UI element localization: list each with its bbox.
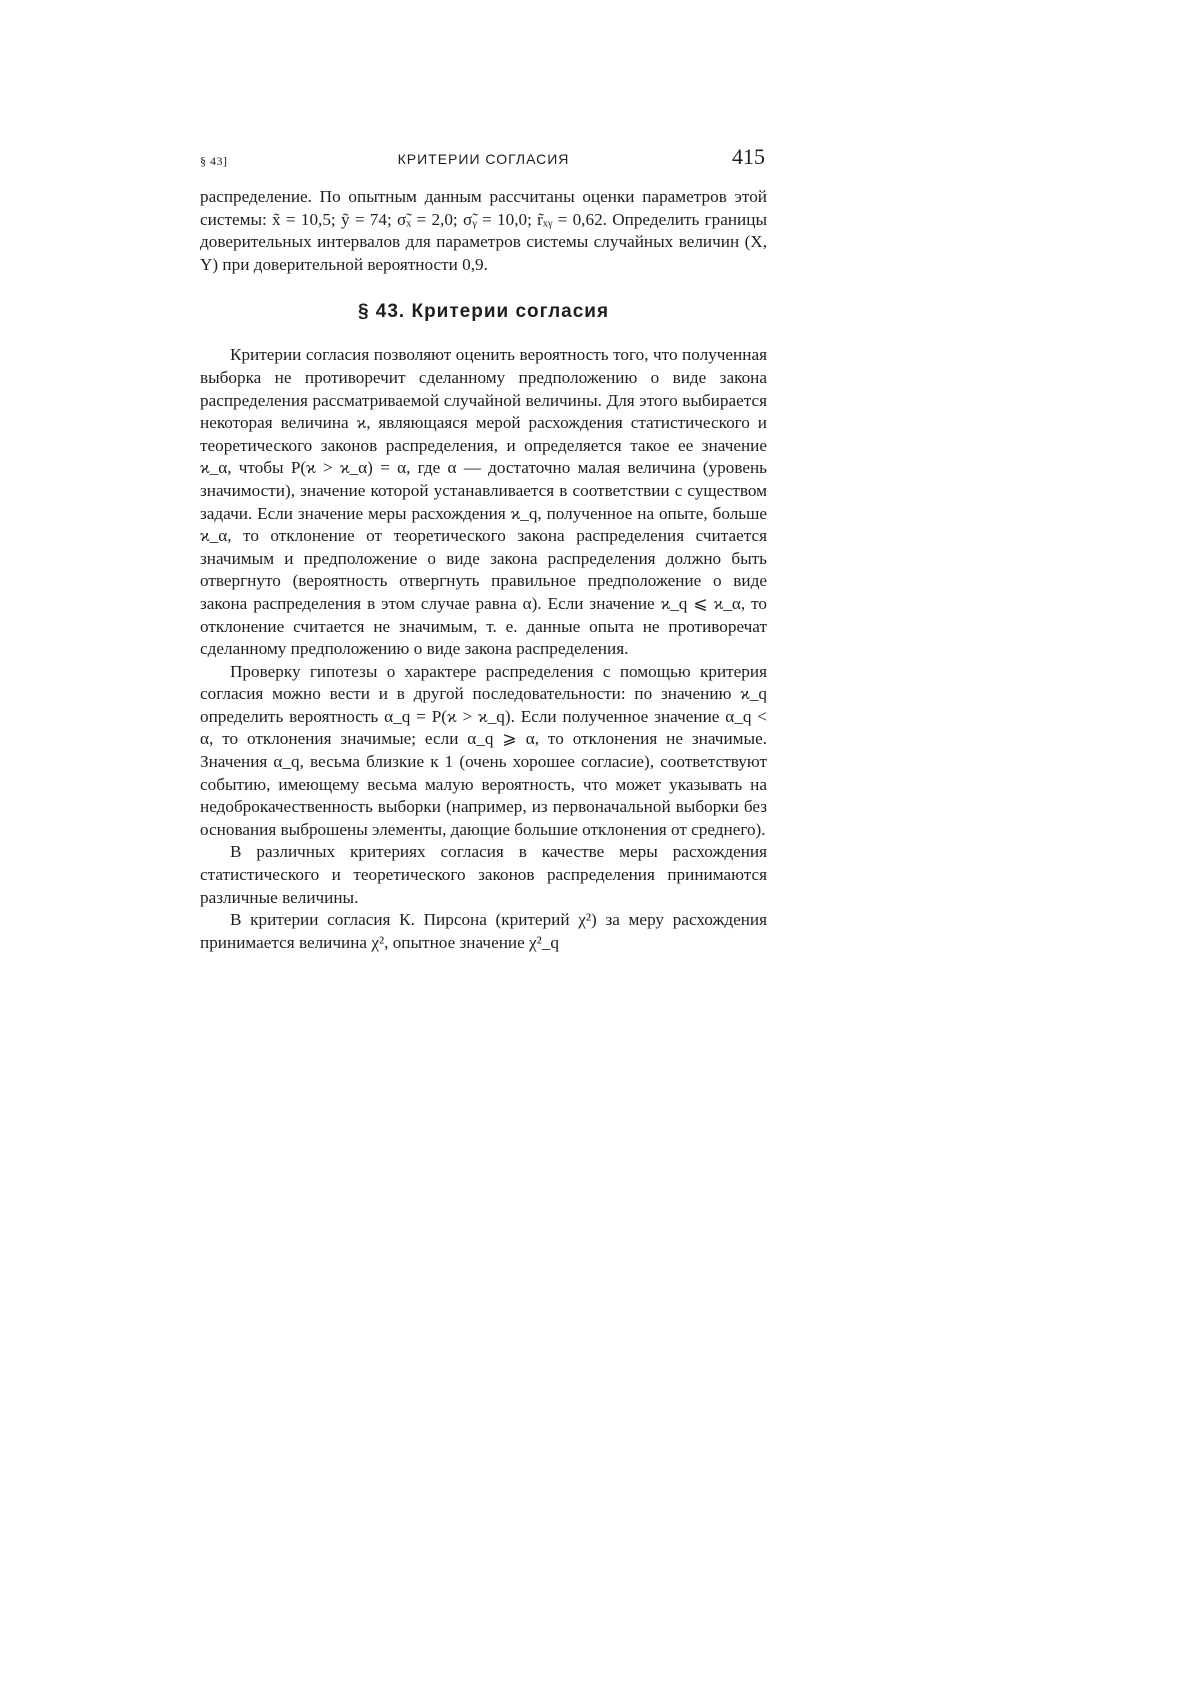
page-number: 415	[732, 144, 765, 169]
body-paragraph-1: Критерии согласия позволяют оценить вероятность того, что полученная выборка не противоречит сделанному предположению о виде закона распределения рассматриваемой случайной величины. Для этого выбирается некоторая величина ϰ, являющаяся мерой расхождения статистического и теоретического законов распределения, и определяется такое ее значение ϰ_α, чтобы P(ϰ > ϰ_α) = α, где α — достаточно малая величина (уровень значимости), значение которой устанавливается в соответствии с существом задачи. Если значение меры расхождения ϰ_q, полученное на опыте, больше ϰ_α, то отклонение от теоретического закона распределения считается значимым и предположение о виде закона распределения должно быть отвергнуто (вероятность отвергнуть правильное предположение о виде закона распределения в этом случае равна α). Если значение ϰ_q ⩽ ϰ_α, то отклонение считается не значимым, т. е. данные опыта не противоречат сделанному предположению о виде закона распределения.	[200, 345, 767, 659]
running-head	[200, 142, 767, 176]
body-paragraph-3: В различных критериях согласия в качестве меры расхождения статистического и теоретического законов распределения принимаются различные величины.	[200, 842, 767, 907]
running-head-section: § 43]	[200, 154, 228, 168]
section-heading: § 43. Критерии согласия	[357, 301, 610, 323]
body-paragraph-4: В критерии согласия К. Пирсона (критерий χ²) за меру расхождения принимается величина χ², опытное значение χ²_q	[200, 910, 767, 952]
intro-paragraph: распределение. По опытным данным рассчитаны оценки параметров этой системы: x̃ = 10,5; ỹ = 74; σ̃ₓ = 2,0; σ̃ᵧ = 10,0; r̃ₓᵧ = 0,62. Определить границы доверительных интервалов для параметров системы случайных величин (X, Y) при доверительной вероятности 0,9.	[200, 187, 767, 274]
book-page	[200, 142, 767, 954]
body-paragraph-2: Проверку гипотезы о характере распределения с помощью критерия согласия можно вести и в другой последовательности: по значению ϰ_q определить вероятность α_q = P(ϰ > ϰ_q). Если полученное значение α_q < α, то отклонения значимые; если α_q ⩾ α, то отклонения не значимые. Значения α_q, весьма близкие к 1 (очень хорошее согласие), соответствуют событию, имеющему весьма малую вероятность, что может указывать на недоброкачественность выборки (например, из первоначальной выборки без основания выброшены элементы, дающие большие отклонения от среднего).	[200, 661, 767, 839]
running-head-title: КРИТЕРИИ СОГЛАСИЯ	[397, 151, 570, 167]
